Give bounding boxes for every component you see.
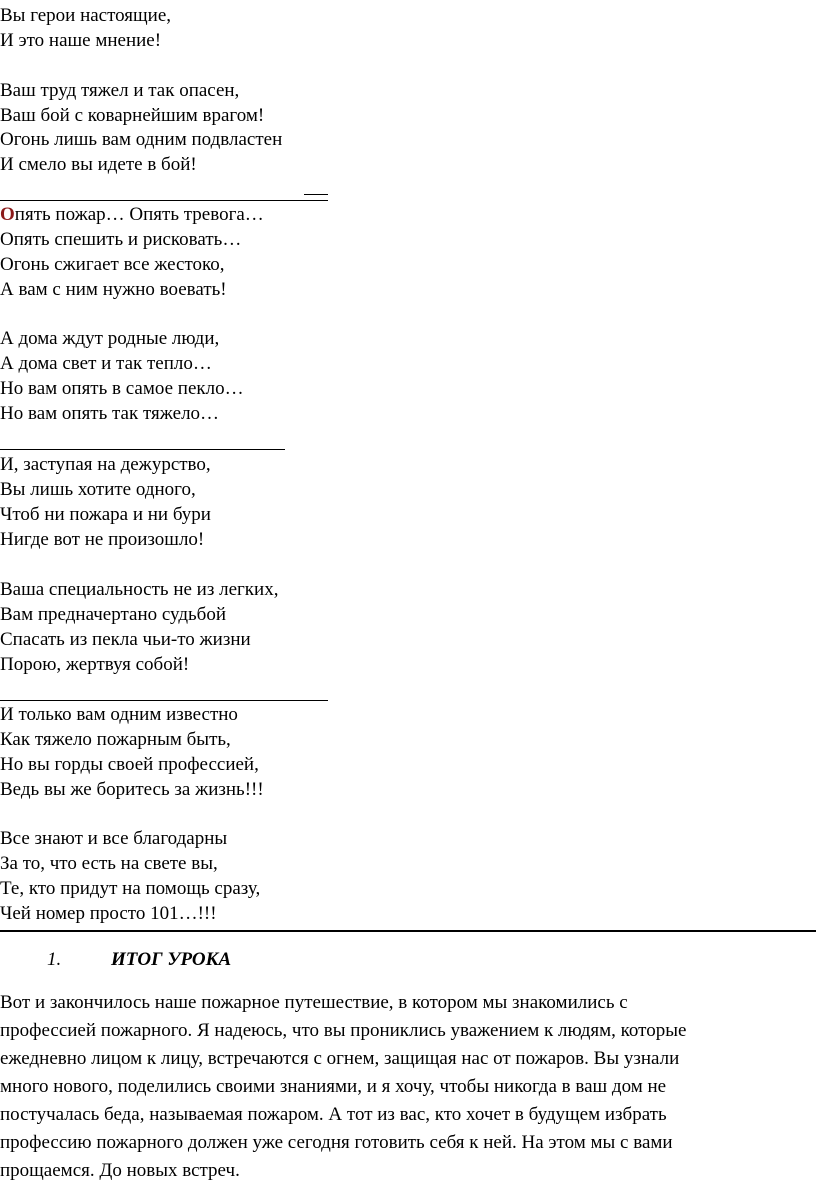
divider-line bbox=[0, 449, 285, 450]
section-divider bbox=[0, 930, 816, 932]
paragraph-line: постучалась беда, называемая пожаром. А тот из вас, кто хочет в будущем избрать bbox=[0, 1104, 667, 1125]
poem-line: Но вам опять в самое пекло… bbox=[0, 378, 244, 399]
paragraph-line: прощаемся. До новых встреч. bbox=[0, 1160, 240, 1181]
poem-line: Огонь сжигает все жестоко, bbox=[0, 254, 225, 275]
poem-line: И, заступая на дежурство, bbox=[0, 454, 211, 475]
poem-line: А дома ждут родные люди, bbox=[0, 328, 220, 349]
poem-line: Те, кто придут на помощь сразу, bbox=[0, 878, 261, 899]
poem-line: Но вам опять так тяжело… bbox=[0, 403, 220, 424]
paragraph-line: профессию пожарного должен уже сегодня готовить себя к ней. На этом мы с вами bbox=[0, 1132, 673, 1153]
poem-line: Ваша специальность не из легких, bbox=[0, 579, 279, 600]
poem-line: Нигде вот не произошло! bbox=[0, 529, 205, 550]
divider-line bbox=[0, 200, 328, 201]
poem-line: Вы лишь хотите одного, bbox=[0, 479, 196, 500]
poem-line: За то, что есть на свете вы, bbox=[0, 853, 218, 874]
divider-tick bbox=[304, 194, 328, 195]
poem-line: Спасать из пекла чьи-то жизни bbox=[0, 629, 251, 650]
poem-line: Но вы горды своей профессией, bbox=[0, 754, 259, 775]
poem-line bbox=[0, 202, 264, 227]
poem-line: Порою, жертвуя собой! bbox=[0, 654, 190, 675]
paragraph-line: много нового, поделились своими знаниями, и я хочу, чтобы никогда в ваш дом не bbox=[0, 1076, 667, 1097]
section-number: 1. bbox=[47, 949, 62, 970]
poem-line: Ваш труд тяжел и так опасен, bbox=[0, 80, 240, 101]
section-title: ИТОГ УРОКА bbox=[111, 949, 232, 970]
poem-line-rest: пять пожар… Опять тревога… bbox=[14, 204, 264, 225]
paragraph-line: ежедневно лицом к лицу, встречаются с огнем, защищая нас от пожаров. Вы узнали bbox=[0, 1048, 680, 1069]
poem-line: Огонь лишь вам одним подвластен bbox=[0, 129, 283, 150]
poem-line: И это наше мнение! bbox=[0, 30, 162, 51]
poem-line: Ведь вы же боритесь за жизнь!!! bbox=[0, 779, 264, 800]
poem-line: И только вам одним известно bbox=[0, 704, 238, 725]
summary-paragraph bbox=[0, 989, 812, 1185]
poem-line: Чтоб ни пожара и ни бури bbox=[0, 504, 211, 525]
divider-line bbox=[0, 700, 328, 701]
poem-line: А дома свет и так тепло… bbox=[0, 353, 212, 374]
poem-line: Вы герои настоящие, bbox=[0, 5, 172, 26]
poem-line: Как тяжело пожарным быть, bbox=[0, 729, 231, 750]
poem-line: И смело вы идете в бой! bbox=[0, 154, 197, 175]
drop-letter: О bbox=[0, 204, 15, 225]
poem-line: Чей номер просто 101…!!! bbox=[0, 903, 217, 924]
poem-line: Вам предначертано судьбой bbox=[0, 604, 227, 625]
paragraph-line: профессией пожарного. Я надеюсь, что вы прониклись уважением к людям, которые bbox=[0, 1020, 687, 1041]
paragraph-line: Вот и закончилось наше пожарное путешествие, в котором мы знакомились с bbox=[0, 992, 628, 1013]
poem-line: А вам с ним нужно воевать! bbox=[0, 279, 227, 300]
poem-line: Ваш бой с коварнейшим врагом! bbox=[0, 105, 265, 126]
poem-line: Опять спешить и рисковать… bbox=[0, 229, 242, 250]
poem-line: Все знают и все благодарны bbox=[0, 828, 228, 849]
